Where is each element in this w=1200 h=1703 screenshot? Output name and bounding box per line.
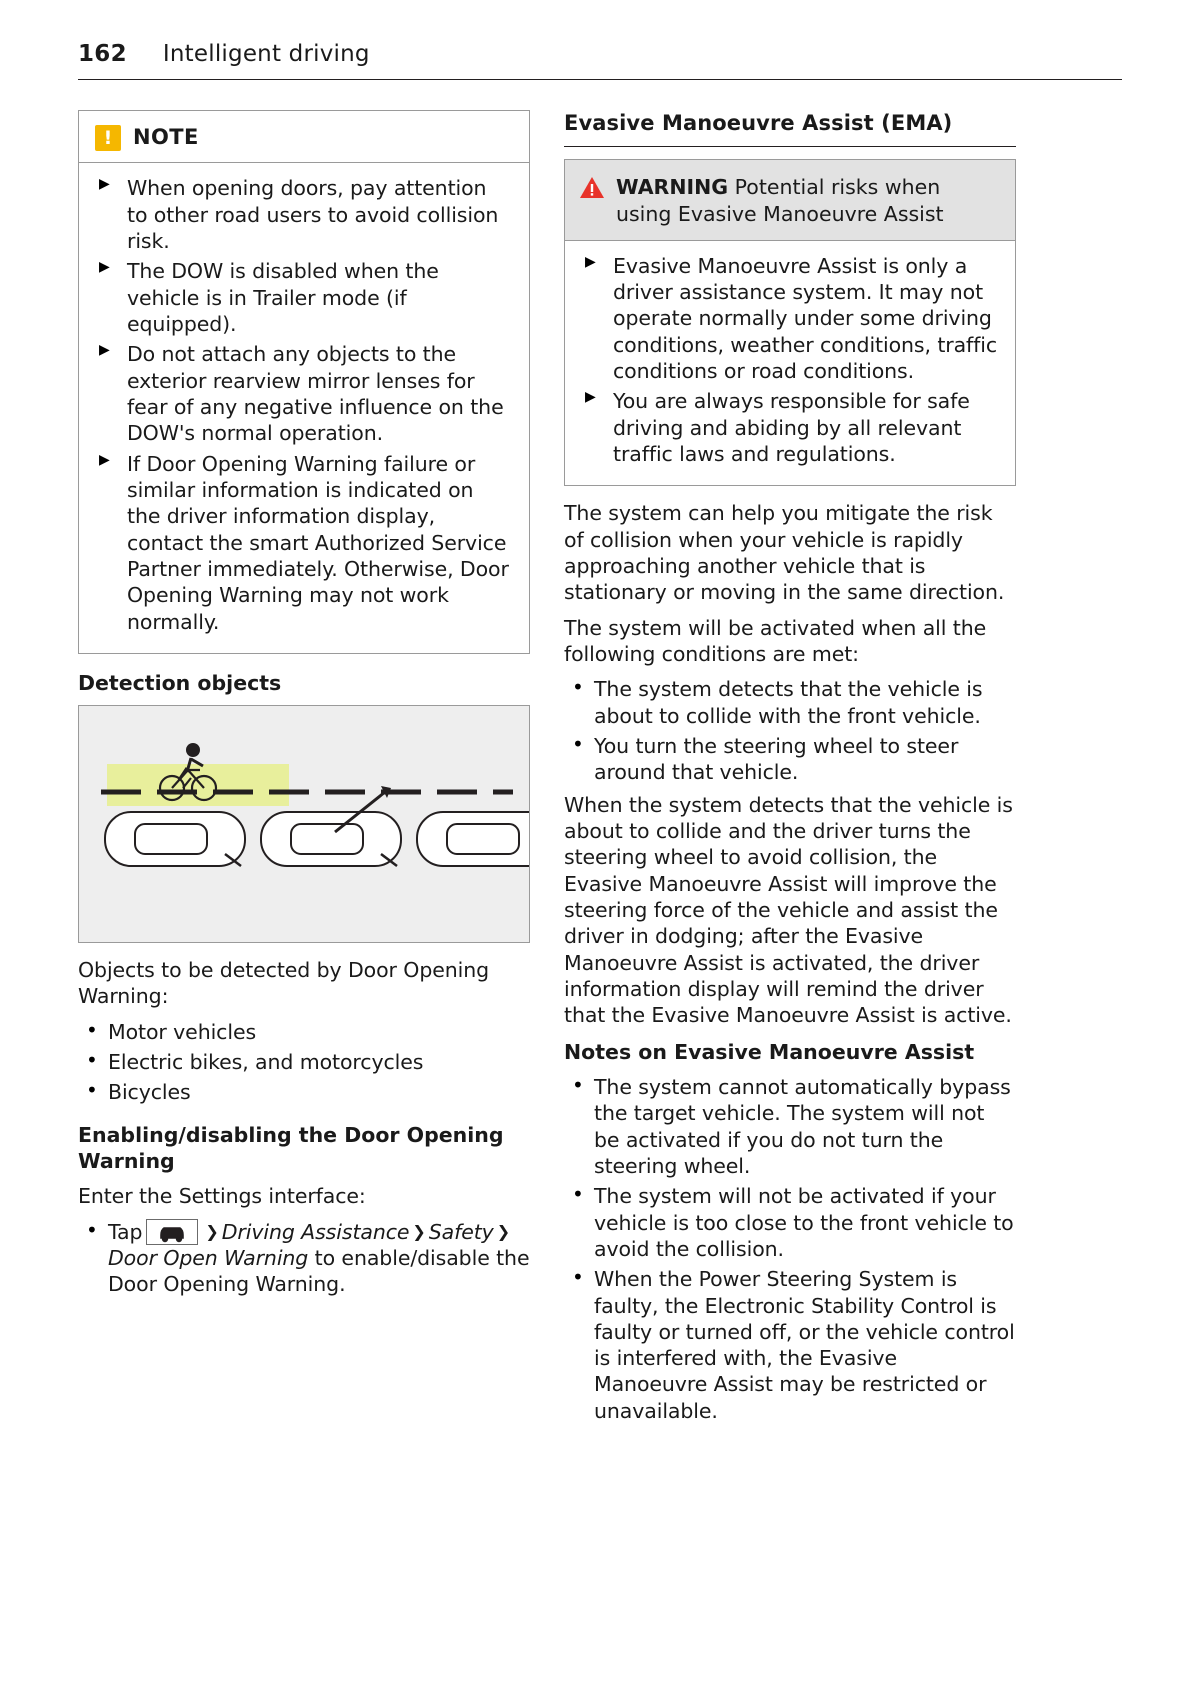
ema-paragraph-2: The system will be activated when all the following conditions are met: [564,615,987,667]
list-item: • The system cannot automatically bypass the target vehicle. The system will not be activated if you do not turn the steering wheel. [564,1074,1016,1179]
note-header [79,111,529,163]
exclamation-icon: ! [95,125,121,151]
left-column [78,110,530,1428]
ema-notes-heading: Notes on Evasive Manoeuvre Assist [564,1039,975,1064]
figure-illustration [79,706,529,942]
right-column [564,110,1016,1428]
list-item: • Bicycles [78,1079,530,1105]
chevron-right-icon: ❯ [205,1221,219,1241]
car-top-view [417,812,529,866]
detection-objects-figure [78,705,530,943]
list-item: • Motor vehicles [78,1019,530,1045]
list-item: ▶ The DOW is disabled when the vehicle is in Trailer mode (if equipped). [93,258,513,337]
detection-objects-list [78,1019,530,1106]
list-item: ▶ You are always responsible for safe driving and abiding by all relevant traffic laws and regulations. [579,388,999,467]
warning-label: WARNING [616,175,729,200]
list-item: • The system will not be activated if your vehicle is too close to the front vehicle to avoid the collision. [564,1183,1016,1262]
warning-header [565,160,1015,240]
list-item: • When the Power Steering System is faulty, the Electronic Stability Control is faulty or turned off, or the vehicle control is interfered with, the Evasive Manoeuvre Assist may be restricted or unavailable. [564,1266,1016,1424]
detection-objects-heading: Detection objects [78,670,282,695]
enable-intro-text: Enter the Settings interface: [78,1184,366,1209]
path-step-3[interactable]: Door Open Warning [108,1245,309,1270]
two-column-layout [78,110,1122,1428]
list-item [78,1219,530,1298]
page-title: Intelligent driving [162,41,370,67]
ema-notes-list [564,1074,1016,1424]
path-suffix: to enable/disable the Door Opening Warning. [108,1245,530,1297]
warning-header-text [616,174,999,226]
page-number: 162 [78,41,127,67]
car-top-view [105,812,245,866]
ema-paragraph-1: The system can help you mitigate the risk of collision when your vehicle is rapidly approaching another vehicle that is stationary or moving in the same direction. [564,501,1005,605]
warning-body [565,241,1015,486]
after-figure-text: Objects to be detected by Door Opening Warning: [78,958,490,1009]
vehicle-settings-icon[interactable] [146,1219,198,1245]
ema-conditions-list [564,676,1016,785]
warning-triangle-icon [579,176,605,226]
list-item: • The system detects that the vehicle is about to collide with the front vehicle. [564,676,1016,729]
path-prefix: Tap [108,1219,143,1244]
note-list [93,175,513,635]
note-title: NOTE [133,125,199,150]
warning-box [564,159,1016,486]
section-title-ema: Evasive Manoeuvre Assist (EMA) [564,110,1016,147]
ema-paragraph-3: When the system detects that the vehicle is about to collide and the driver turns the steering wheel to avoid collision, the Evasive Manoeuvre Assist will improve the steering force of the vehicle and assist the driver in dodging; after the Evasive Manoeuvre Assist is activated, the driver information display will remind the driver that the Evasive Manoeuvre Assist is active. [564,792,1013,1028]
list-item: • You turn the steering wheel to steer around that vehicle. [564,733,1016,786]
list-item: • Electric bikes, and motorcycles [78,1049,530,1075]
warning-list [579,253,999,468]
list-item: ▶ Evasive Manoeuvre Assist is only a driver assistance system. It may not operate normally under some driving conditions, weather conditions, traffic conditions or road conditions. [579,253,999,385]
settings-path-list [78,1219,530,1298]
path-step-2[interactable]: Safety [428,1219,494,1244]
list-item: ▶ If Door Opening Warning failure or similar information is indicated on the driver information display, contact the smart Authorized Service Partner immediately. Otherwise, Door Opening Warning may not work normally. [93,451,513,635]
note-box [78,110,530,653]
warning-headline: Potential risks when using Evasive Manoeuvre Assist [616,175,944,226]
enable-disable-heading: Enabling/disabling the Door Opening Warning [78,1122,504,1173]
note-body [79,163,529,653]
chevron-right-icon: ❯ [412,1221,426,1241]
path-step-1[interactable]: Driving Assistance [221,1219,410,1244]
list-item: ▶ Do not attach any objects to the exterior rearview mirror lenses for fear of any negative influence on the DOW's normal operation. [93,341,513,446]
page-header [78,40,1122,80]
list-item: ▶ When opening doors, pay attention to other road users to avoid collision risk. [93,175,513,254]
chevron-right-icon: ❯ [496,1221,511,1241]
